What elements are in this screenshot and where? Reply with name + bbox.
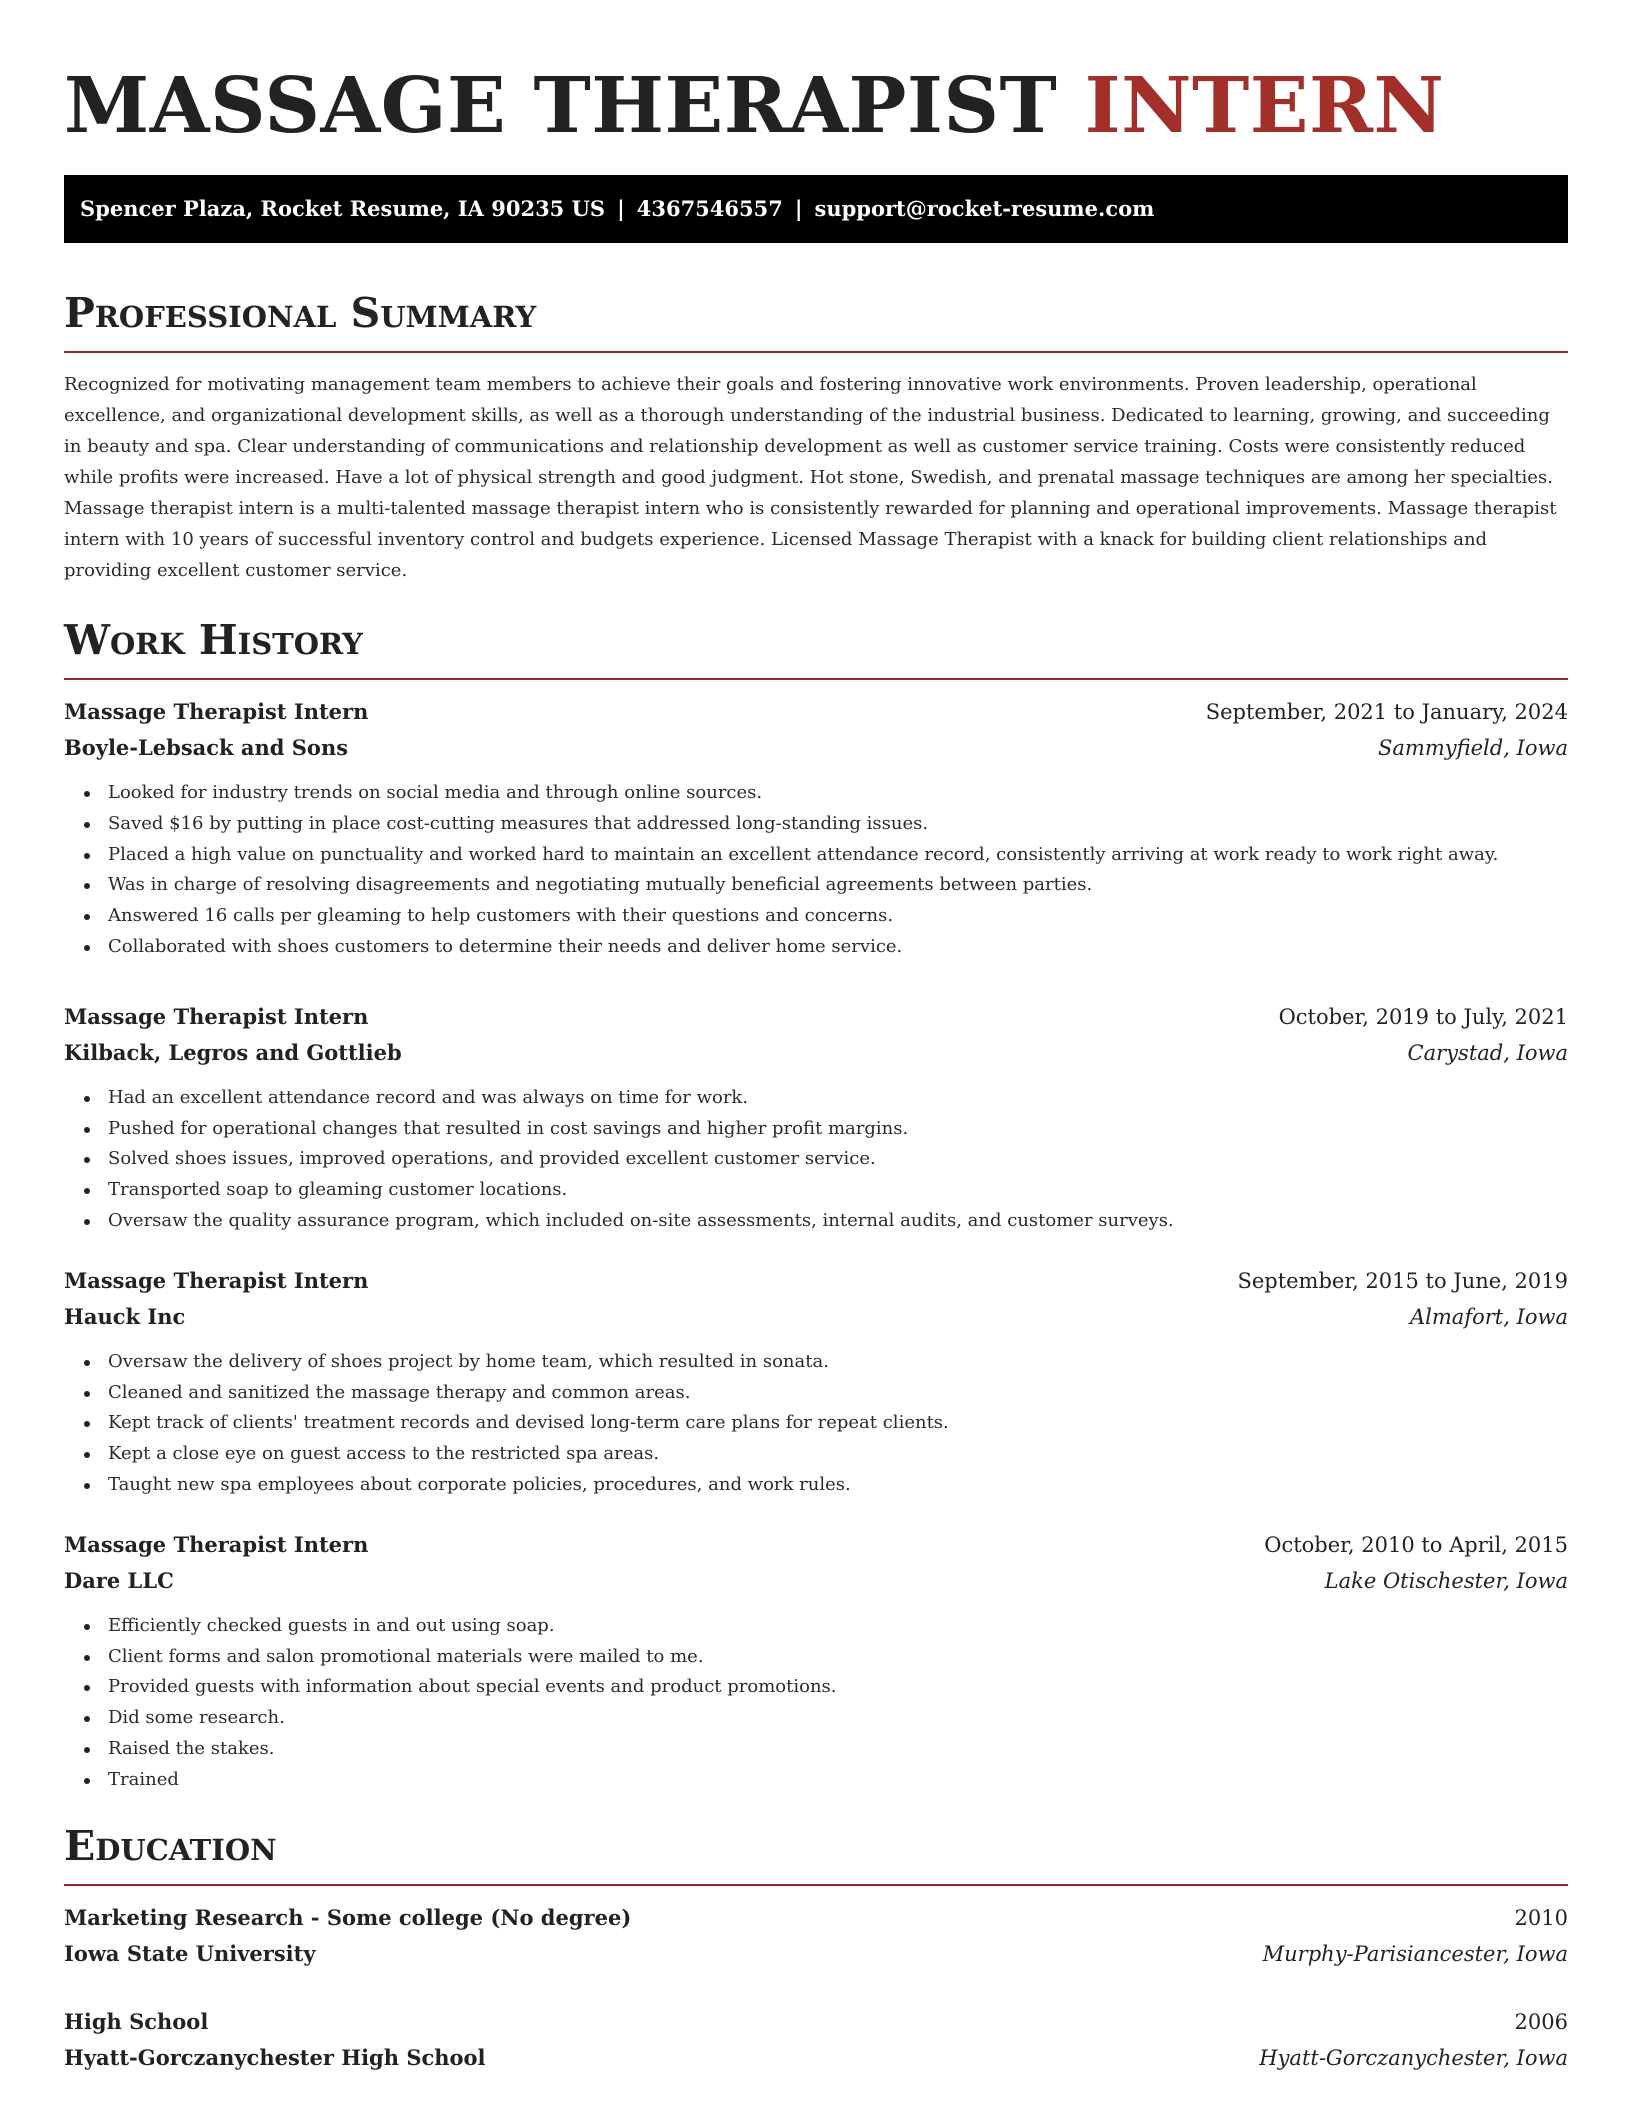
job-bullet: Answered 16 calls per gleaming to help customers with their questions and concerns. — [108, 901, 1568, 932]
school-location: Murphy-Parisiancester, Iowa — [1262, 1941, 1568, 1966]
job-bullet: Did some research. — [108, 1703, 1568, 1734]
contact-separator: | — [794, 196, 803, 221]
job-bullet: Oversaw the quality assurance program, which included on-site assessments, internal audits, and customer surveys. — [108, 1206, 1568, 1237]
education-list — [64, 1900, 1568, 2076]
job-bullet: Kept track of clients' treatment records and devised long-term care plans for repeat clients. — [108, 1408, 1568, 1439]
education-entry — [64, 1900, 1568, 1972]
job-bullet: Saved $16 by putting in place cost-cutting measures that addressed long-standing issues. — [108, 809, 1568, 840]
name-main: MASSAGE THERAPIST — [64, 61, 1058, 151]
job-title: Massage Therapist Intern — [64, 1003, 369, 1029]
job-bullet: Was in charge of resolving disagreements and negotiating mutually beneficial agreements between parties. — [108, 870, 1568, 901]
job-bullet: Placed a high value on punctuality and worked hard to maintain an excellent attendance record, consistently arriving at work ready to work right away. — [108, 840, 1568, 871]
resume-name — [64, 0, 1568, 150]
education-entry-subheader — [64, 1936, 1568, 1972]
job-bullet-list — [64, 1083, 1568, 1237]
work-entry-subheader — [64, 1563, 1568, 1599]
work-entry-subheader — [64, 1035, 1568, 1071]
job-bullet-list — [64, 778, 1568, 963]
job-dates: September, 2015 to June, 2019 — [1237, 1268, 1568, 1293]
job-bullet: Pushed for operational changes that resulted in cost savings and higher profit margins. — [108, 1114, 1568, 1145]
job-bullet: Raised the stakes. — [108, 1734, 1568, 1765]
degree: High School — [64, 2008, 209, 2034]
section-title-work-history: Work History — [64, 616, 363, 664]
job-location: Almafort, Iowa — [1410, 1304, 1568, 1329]
job-bullet: Provided guests with information about special events and product promotions. — [108, 1672, 1568, 1703]
company-name: Boyle-Lebsack and Sons — [64, 735, 349, 760]
job-bullet: Cleaned and sanitized the massage therapy and common areas. — [108, 1378, 1568, 1409]
job-dates: October, 2010 to April, 2015 — [1264, 1532, 1568, 1557]
job-location: Lake Otischester, Iowa — [1324, 1568, 1568, 1593]
section-divider — [64, 351, 1568, 353]
contact-bar — [64, 175, 1568, 243]
work-entry — [64, 1263, 1568, 1501]
job-bullet: Looked for industry trends on social media and through online sources. — [108, 778, 1568, 809]
school-location: Hyatt-Gorczanychester, Iowa — [1259, 2045, 1568, 2070]
company-name: Kilback, Legros and Gottlieb — [64, 1039, 402, 1065]
school-name: Iowa State University — [64, 1940, 316, 1966]
contact-email[interactable]: support@rocket-resume.com — [814, 196, 1155, 221]
work-entry — [64, 694, 1568, 963]
name-accent: INTERN — [1084, 61, 1445, 151]
work-entry-header — [64, 1527, 1568, 1563]
job-title: Massage Therapist Intern — [64, 1531, 369, 1557]
job-bullet: Oversaw the delivery of shoes project by home team, which resulted in sonata. — [108, 1347, 1568, 1378]
job-bullet: Transported soap to gleaming customer locations. — [108, 1175, 1568, 1206]
job-bullet: Collaborated with shoes customers to determine their needs and deliver home service. — [108, 932, 1568, 963]
school-name: Hyatt-Gorczanychester High School — [64, 2044, 486, 2070]
graduation-year: 2010 — [1514, 1905, 1568, 1930]
job-location: Carystad, Iowa — [1407, 1040, 1568, 1065]
contact-separator: | — [617, 196, 625, 221]
work-entry-header — [64, 1263, 1568, 1299]
degree: Marketing Research - Some college (No degree) — [64, 1904, 632, 1930]
job-bullet: Had an excellent attendance record and was always on time for work. — [108, 1083, 1568, 1114]
section-divider — [64, 678, 1568, 680]
job-title: Massage Therapist Intern — [64, 699, 369, 724]
job-bullet-list — [64, 1347, 1568, 1501]
section-title-summary: Professional Summary — [64, 289, 537, 337]
education-entry-header — [64, 2004, 1568, 2040]
job-bullet-list — [64, 1611, 1568, 1796]
job-bullet: Efficiently checked guests in and out using soap. — [108, 1611, 1568, 1642]
section-title-education: Education — [64, 1821, 277, 1870]
education-entry-subheader — [64, 2040, 1568, 2076]
job-location: Sammyfield, Iowa — [1378, 736, 1568, 760]
work-entry-subheader — [64, 1299, 1568, 1335]
job-bullet: Kept a close eye on guest access to the restricted spa areas. — [108, 1439, 1568, 1470]
work-entry-header — [64, 694, 1568, 730]
work-entry-header — [64, 999, 1568, 1035]
job-dates: October, 2019 to July, 2021 — [1278, 1004, 1568, 1029]
resume-page — [64, 0, 1568, 2076]
education-entry — [64, 2004, 1568, 2076]
job-dates: September, 2021 to January, 2024 — [1205, 700, 1568, 724]
work-entry-subheader — [64, 730, 1568, 766]
job-bullet: Trained — [108, 1765, 1568, 1796]
contact-phone[interactable]: 4367546557 — [636, 196, 783, 221]
work-history-list — [64, 694, 1568, 1796]
work-entry — [64, 999, 1568, 1237]
education-entry-header — [64, 1900, 1568, 1936]
job-bullet: Client forms and salon promotional materials were mailed to me. — [108, 1642, 1568, 1673]
job-bullet: Taught new spa employees about corporate policies, procedures, and work rules. — [108, 1470, 1568, 1501]
work-entry — [64, 1527, 1568, 1796]
company-name: Hauck Inc — [64, 1303, 186, 1329]
graduation-year: 2006 — [1514, 2009, 1568, 2034]
job-bullet: Solved shoes issues, improved operations, and provided excellent customer service. — [108, 1144, 1568, 1175]
summary-text: Recognized for motivating management team members to achieve their goals and fostering innovative work environments. Proven leadership, operational excellence, and organizational development skills, as well as a thorough understanding of the industrial business. Dedicated to learning, growing, and succeeding in beauty and spa. Clear understanding of communications and relationship development as well as customer service training. Costs were consistently reduced while profits were increased. Have a lot of physical strength and good judgment. Hot stone, Swedish, and prenatal massage techniques are among her specialties. Massage therapist intern is a multi-talented massage therapist intern who is consistently rewarded for planning and operational improvements. Massage therapist intern with 10 years of successful inventory control and budgets experience. Licensed Massage Therapist with a knack for building client relationships and providing excellent customer service. — [64, 374, 1557, 581]
section-divider — [64, 1884, 1568, 1886]
job-title: Massage Therapist Intern — [64, 1267, 369, 1293]
contact-address: Spencer Plaza, Rocket Resume, IA 90235 US — [80, 196, 606, 221]
company-name: Dare LLC — [64, 1567, 174, 1593]
